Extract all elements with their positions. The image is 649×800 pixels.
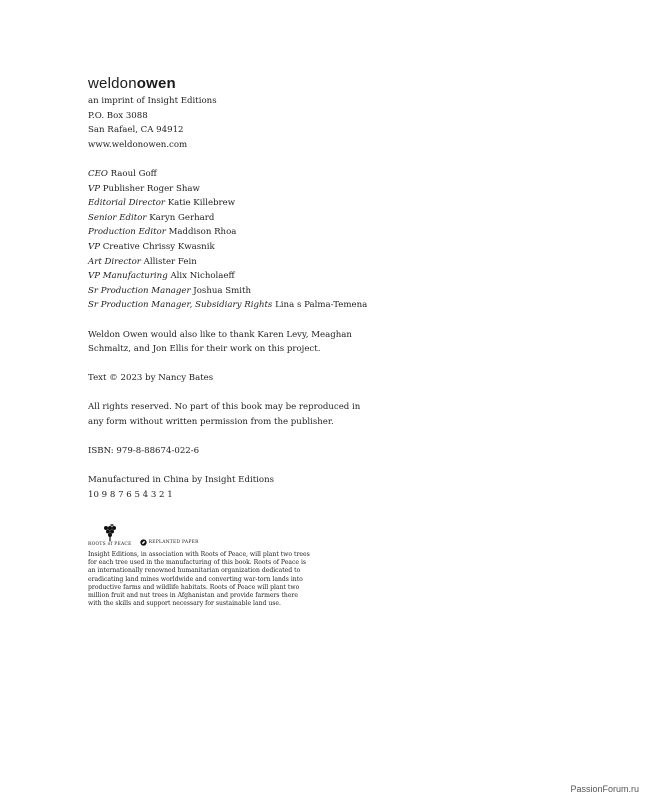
grapes-icon — [102, 524, 118, 542]
watermark: PassionForum.ru — [570, 784, 639, 794]
replant-line: with the skills and support necessary for sustainable land use. — [88, 600, 281, 608]
credit-role: Senior Editor — [88, 212, 147, 223]
credit-line — [88, 269, 568, 284]
credit-line — [88, 284, 568, 299]
credit-name: Katie Killebrew — [167, 198, 236, 209]
credit-role: Sr Production Manager — [88, 285, 191, 296]
credit-name: Karyn Gerhard — [149, 212, 215, 223]
printing-line: 10 9 8 7 6 5 4 3 2 1 — [88, 490, 173, 501]
credit-role: Production Editor — [88, 227, 166, 238]
credit-name: Maddison Rhoa — [168, 227, 237, 238]
weldon-owen-logo — [88, 74, 568, 94]
credit-name: Raoul Goff — [110, 168, 157, 179]
credit-line — [88, 167, 568, 182]
credit-line — [88, 255, 568, 270]
credit-name: Creative Chrissy Kwasnik — [102, 241, 215, 252]
credit-name: Joshua Smith — [193, 285, 252, 296]
credit-name: Publisher Roger Shaw — [102, 183, 200, 194]
rights-line: All rights reserved. No part of this book may be reproduced in — [88, 402, 361, 413]
credit-role: VP Manufacturing — [88, 271, 168, 282]
credit-role: VP — [88, 241, 100, 252]
footer-logos — [88, 519, 328, 547]
replant-statement — [88, 551, 328, 608]
credit-line — [88, 182, 568, 197]
roots-of-peace-logo — [88, 524, 132, 547]
publisher-website: www.weldonowen.com — [88, 139, 188, 150]
credit-role: VP — [88, 183, 100, 194]
copyright-notice: Text © 2023 by Nancy Bates — [88, 373, 214, 384]
thanks-line: Schmaltz, and Jon Ellis for their work on this project. — [88, 344, 321, 355]
acknowledgements — [88, 328, 568, 357]
publisher-city: San Rafael, CA 94912 — [88, 125, 184, 136]
credits-list — [88, 167, 568, 313]
publisher-info — [88, 94, 568, 152]
credit-line — [88, 225, 568, 240]
logo-bold: owen — [136, 75, 176, 92]
roots-of-peace-label: ROOTS of PEACE — [88, 542, 132, 547]
manufactured-in: Manufactured in China by Insight Editions — [88, 475, 275, 486]
publisher-po-box: P.O. Box 3088 — [88, 110, 148, 121]
credit-role: CEO — [88, 168, 108, 179]
credit-role: Editorial Director — [88, 198, 165, 209]
replanted-paper-label: REPLANTED PAPER — [148, 540, 199, 545]
isbn: ISBN: 979-8-88674-022-6 — [88, 446, 200, 457]
publisher-imprint: an imprint of Insight Editions — [88, 96, 217, 106]
credit-name: Lina s Palma-Temena — [275, 300, 368, 311]
replant-line: productive farms and wildlife habitats. Roots of Peace will plant two — [88, 583, 300, 591]
credit-name: Allister Fein — [143, 256, 197, 267]
replant-line: for each tree used in the manufacturing of this book. Roots of Peace is — [88, 559, 307, 567]
credit-line — [88, 211, 568, 226]
rights-line: any form without written permission from the publisher. — [88, 417, 334, 428]
credit-line — [88, 240, 568, 255]
credit-role: Art Director — [88, 256, 141, 267]
logo-light: weldon — [88, 75, 137, 92]
replant-line: million fruit and nut trees in Afghanistan and provide farmers there — [88, 592, 298, 600]
replant-line: eradicating land mines worldwide and converting war-torn lands into — [88, 575, 303, 583]
credit-role: Sr Production Manager, Subsidiary Rights — [88, 300, 273, 311]
copyright-page — [88, 74, 568, 503]
credit-line — [88, 298, 568, 313]
replant-leaf-icon — [140, 539, 147, 546]
environmental-footer — [88, 519, 328, 608]
replanted-paper-logo — [140, 539, 199, 546]
credit-line — [88, 196, 568, 211]
replant-line: Insight Editions, in association with Roots of Peace, will plant two trees — [88, 551, 310, 558]
thanks-line: Weldon Owen would also like to thank Karen Levy, Meaghan — [88, 329, 352, 340]
rights-statement — [88, 400, 568, 429]
credit-name: Alix Nicholaeff — [170, 271, 235, 282]
replant-line: an internationally renowned humanitarian organization dedicated to — [88, 567, 301, 575]
